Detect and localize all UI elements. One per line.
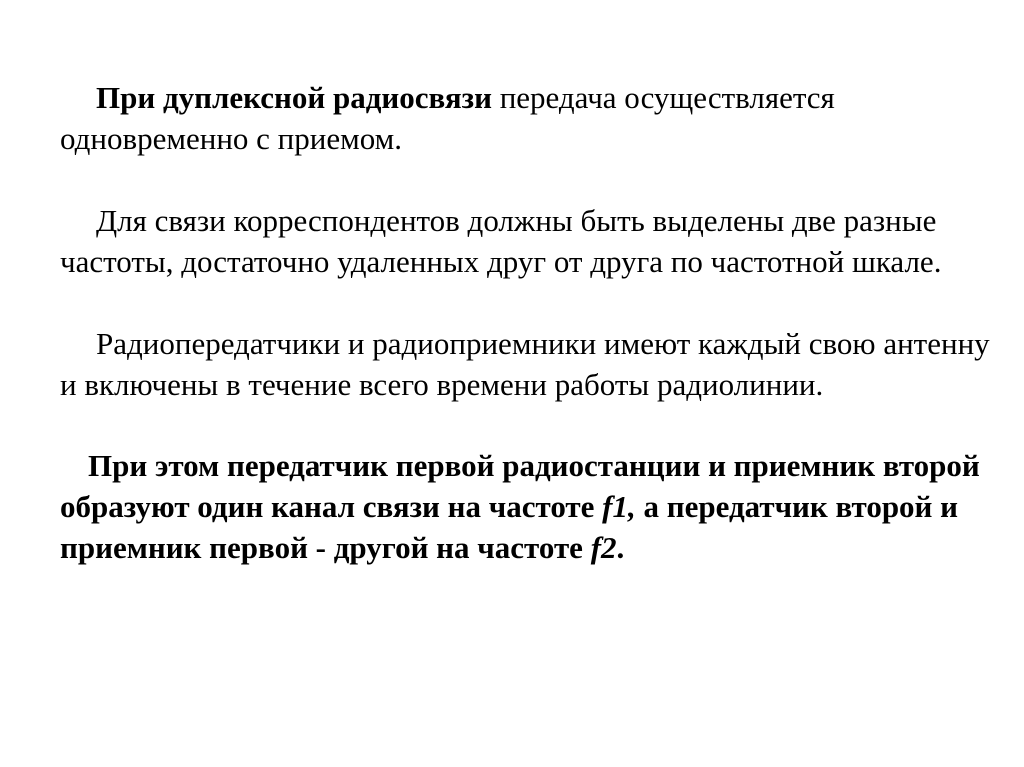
frequency-f1: f1, [602, 489, 636, 524]
channels-text-end: . [616, 530, 625, 565]
duplex-term: При дуплексной радиосвязи [96, 80, 492, 115]
frequency-f2: f2 [590, 530, 617, 565]
paragraph-duplex-definition [60, 77, 1000, 159]
antennas-text: Радиопередатчики и радиоприемники имеют каждый свою антенну и включены в течение всего времени работы радиолинии. [60, 326, 990, 402]
paragraph-antennas [60, 323, 1000, 405]
frequencies-text: Для связи корреспондентов должны быть выделены две разные частоты, достаточно удаленных друг от друга по частотной шкале. [60, 203, 942, 279]
channels-text-part2: а передатчик второй и приемник первой - другой на частоте [60, 489, 959, 565]
slide-content [60, 77, 1000, 568]
duplex-definition-text: передача осуществляется одновременно с приемом. [60, 80, 835, 156]
channels-text-part1: При этом передатчик первой радиостанции и приемник второй образуют один канал связи на частоте [60, 448, 980, 524]
paragraph-frequencies [60, 200, 1000, 282]
paragraph-channels [60, 445, 1000, 568]
